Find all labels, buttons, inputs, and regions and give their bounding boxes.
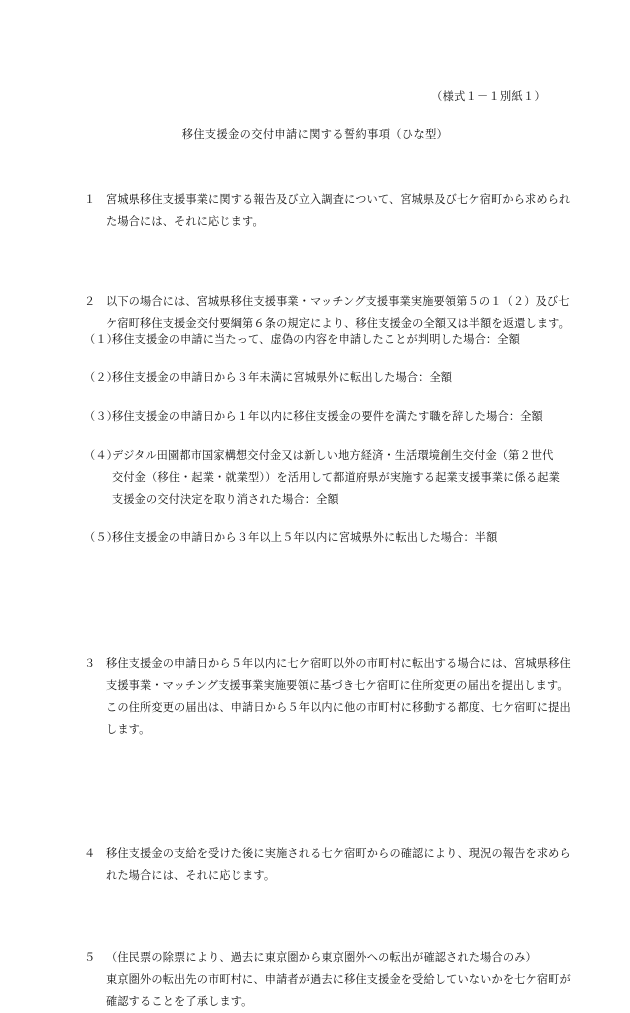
refund-condition-number: （５） — [84, 531, 119, 544]
refund-condition-number: （２） — [84, 371, 119, 384]
pledge-item-5 — [84, 947, 574, 1013]
refund-condition-number: （３） — [84, 410, 119, 423]
pledge-item-text: 移住支援金の申請日から５年以内に七ケ宿町以外の市町村に転出する場合には、宮城県移住支援事業・マッチング支援事業実施要領に基づき七ケ宿町に住所変更の届出を提出します。この住所変更の届出は、申請日から５年以内に他の市町村に移動する都度、七ケ宿町に提出します。 — [106, 657, 571, 736]
pledge-item-number: ２ — [84, 295, 96, 308]
pledge-item-text: 以下の場合には、宮城県移住支援事業・マッチング支援事業実施要領第５の１（２）及び七ケ宿町移住支援金交付要綱第６条の規定により、移住支援金の全額又は半額を返還します。 — [106, 295, 570, 330]
form-number: （様式１－１別紙１） — [431, 90, 546, 103]
refund-condition-4 — [84, 445, 562, 511]
refund-condition-text: デジタル田園都市国家構想交付金又は新しい地方経済・生活環境創生交付金（第２世代交付金（移住・起業・就業型））を活用して都道府県が実施する起業支援事業に係る起業支援金の交付決定を取り消された場合：全額 — [112, 449, 560, 506]
document-title: 移住支援金の交付申請に関する誓約事項（ひな型） — [181, 128, 449, 141]
refund-condition-text: 移住支援金の申請日から３年以上５年以内に宮城県外に転出した場合：半額 — [112, 531, 498, 544]
pledge-item-1 — [84, 189, 574, 233]
pledge-item-4 — [84, 843, 574, 887]
refund-condition-text: 移住支援金の申請日から１年以内に移住支援金の要件を満たす職を辞した場合：全額 — [112, 410, 543, 423]
pledge-item-text: 東京圏外の転出先の市町村に、申請者が過去に移住支援金を受給していないかを七ケ宿町が確認することを了承します。 — [106, 973, 571, 1008]
refund-condition-2 — [84, 367, 562, 389]
pledge-item-number: ５ — [84, 951, 96, 964]
pledge-item-number: １ — [84, 193, 96, 206]
refund-condition-5 — [84, 527, 562, 549]
pledge-item-text: 宮城県移住支援事業に関する報告及び立入調査について、宮城県及び七ケ宿町から求められた場合には、それに応じます。 — [106, 193, 571, 228]
refund-condition-number: （４） — [84, 449, 119, 462]
pledge-item-3 — [84, 653, 574, 741]
refund-condition-1 — [84, 329, 562, 351]
refund-condition-text: 移住支援金の申請日から３年未満に宮城県外に転出した場合：全額 — [112, 371, 453, 384]
refund-condition-3 — [84, 406, 562, 428]
pledge-item-number: ３ — [84, 657, 96, 670]
pledge-item-note: （住民票の除票により、過去に東京圏から東京圏外への転出が確認された場合のみ） — [106, 951, 537, 964]
pledge-item-text: 移住支援金の支給を受けた後に実施される七ケ宿町からの確認により、現況の報告を求められた場合には、それに応じます。 — [106, 847, 571, 882]
pledge-item-number: ４ — [84, 847, 96, 860]
refund-condition-text: 移住支援金の申請に当たって、虚偽の内容を申請したことが判明した場合：全額 — [112, 333, 520, 346]
refund-condition-number: （１） — [84, 333, 119, 346]
